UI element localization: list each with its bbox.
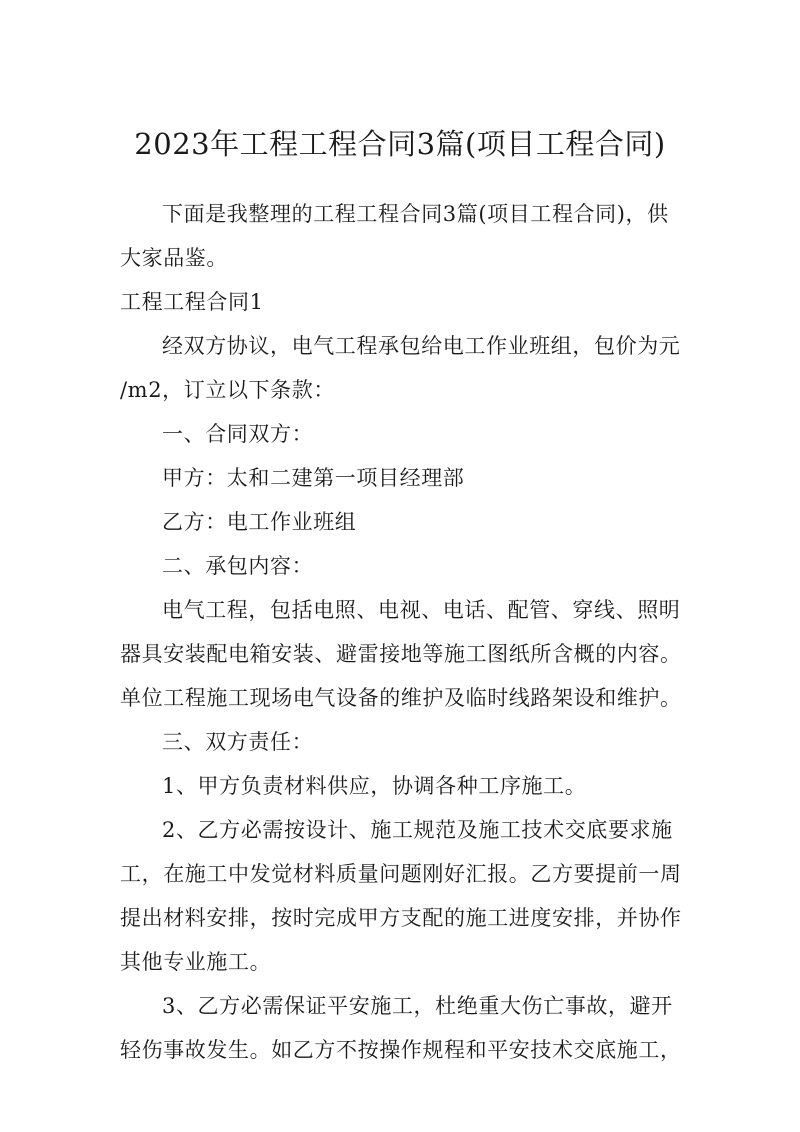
paragraph-line: 其他专业施工。 xyxy=(120,950,272,974)
clause-heading-responsibilities: 三、双方责任： xyxy=(162,730,314,754)
intro-line-1: 下面是我整理的工程工程合同3篇(项目工程合同)，供 xyxy=(162,202,669,226)
paragraph-line: 单位工程施工现场电气设备的维护及临时线路架设和维护。 xyxy=(120,686,682,710)
intro-line-2: 大家品鉴。 xyxy=(120,246,228,270)
document-title: 2023年工程工程合同3篇(项目工程合同) xyxy=(134,127,666,161)
paragraph-line: 电气工程，包括电照、电视、电话、配管、穿线、照明 xyxy=(162,598,681,622)
paragraph-line: 提出材料安排，按时完成甲方支配的施工进度安排，并协作 xyxy=(120,906,682,930)
paragraph-line: 1、甲方负责材料供应，协调各种工序施工。 xyxy=(162,774,587,798)
section-heading-contract-1: 工程工程合同1 xyxy=(120,290,264,314)
paragraph-line: 器具安装配电箱安装、避雷接地等施工图纸所含概的内容。 xyxy=(120,642,682,666)
clause-heading-scope: 二、承包内容： xyxy=(162,554,314,578)
paragraph-line: 3、乙方必需保证平安施工，杜绝重大伤亡事故，避开 xyxy=(162,994,673,1018)
party-b-line: 乙方：电工作业班组 xyxy=(162,510,357,534)
paragraph-line: 经双方协议，电气工程承包给电工作业班组，包价为元 xyxy=(162,334,681,358)
paragraph-line: 工，在施工中发觉材料质量问题刚好汇报。乙方要提前一周 xyxy=(120,862,682,886)
clause-heading-parties: 一、合同双方： xyxy=(162,422,314,446)
party-a-line: 甲方：太和二建第一项目经理部 xyxy=(162,466,465,490)
paragraph-line: 轻伤事故发生。如乙方不按操作规程和平安技术交底施工， xyxy=(120,1038,682,1062)
paragraph-line: /m2，订立以下条款： xyxy=(120,378,335,402)
paragraph-line: 2、乙方必需按设计、施工规范及施工技术交底要求施 xyxy=(162,818,673,842)
